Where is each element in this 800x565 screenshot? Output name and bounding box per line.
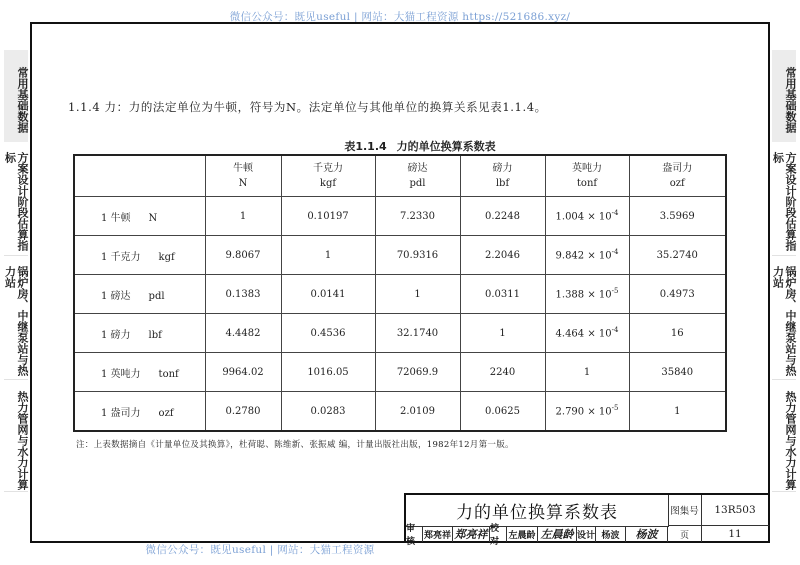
- table-caption: [0, 138, 800, 154]
- left-chapter-tabs: [4, 22, 28, 542]
- chapter-tab-boiler-station[interactable]: 锅炉房、中继泵站与热力站: [4, 258, 28, 380]
- row-label-cell: [74, 353, 205, 392]
- atlas-label: 图集号: [668, 495, 702, 526]
- row-label-cell: [74, 197, 205, 236]
- row-unit: lbf: [148, 329, 162, 341]
- table-row: [74, 392, 726, 432]
- table-cell: 1: [629, 392, 726, 432]
- table-cell: 9964.02: [205, 353, 281, 392]
- table-cell: 35840: [629, 353, 726, 392]
- atlas-number: 13R503: [702, 495, 770, 526]
- table-cell: 2.0109: [375, 392, 460, 432]
- row-label-cell: [74, 392, 205, 432]
- row-unit: N: [148, 212, 158, 224]
- table-cell: 0.4536: [281, 314, 375, 353]
- chapter-tab-boiler-station-right[interactable]: 锅炉房、中继泵站与热力站: [772, 258, 796, 380]
- review-name: 郑亮祥: [423, 526, 453, 542]
- table-row: [74, 353, 726, 392]
- table-cell: $2.790 \times 10^{-5}$: [545, 392, 629, 432]
- table-cell: $1.388 \times 10^{-5}$: [545, 275, 629, 314]
- review-label: 审核: [406, 526, 423, 542]
- chapter-tab-basic-data-right[interactable]: 常用基础数据: [772, 50, 796, 142]
- force-conversion-table: [73, 154, 727, 432]
- table-cell: 4.4482: [205, 314, 281, 353]
- row-label: 1 磅达: [101, 290, 131, 302]
- table-cell: 0.0311: [460, 275, 545, 314]
- watermark-bottom: 微信公众号：既见useful | 网站：大猫工程资源: [145, 544, 375, 556]
- row-label-cell: [74, 236, 205, 275]
- row-label: 1 磅力: [101, 329, 131, 341]
- header-cell: 英吨力 tonf: [545, 155, 629, 197]
- drawing-title: 力的单位换算系数表: [406, 495, 669, 527]
- table-cell: 0.1383: [205, 275, 281, 314]
- table-body: [74, 197, 726, 432]
- chapter-tab-scheme-estimate[interactable]: 方案设计阶段估算指标: [4, 144, 28, 256]
- table-row: [74, 236, 726, 275]
- design-signature: 杨波: [626, 526, 668, 542]
- row-label: 1 千克力: [101, 251, 141, 263]
- chapter-tab-pipe-network[interactable]: 热力管网与水力计算: [4, 382, 28, 492]
- table-number: 表1.1.4: [344, 140, 387, 153]
- table-cell: 0.0283: [281, 392, 375, 432]
- row-unit: kgf: [158, 251, 175, 263]
- header-cell: 盎司力 ozf: [629, 155, 726, 197]
- table-cell: 1: [205, 197, 281, 236]
- table-cell: 0.2248: [460, 197, 545, 236]
- table-row: [74, 197, 726, 236]
- table-cell: 1: [375, 275, 460, 314]
- review-signature: 郑亮祥: [453, 526, 490, 542]
- header-cell: 千克力 kgf: [281, 155, 375, 197]
- watermark-top: 微信公众号：既见useful | 网站：大猫工程资源 https://521686.xyz/: [229, 11, 571, 23]
- row-label: 1 盎司力: [101, 407, 141, 419]
- row-label: 1 牛顿: [101, 212, 131, 224]
- table-cell: 2240: [460, 353, 545, 392]
- chapter-tab-pipe-network-right[interactable]: 热力管网与水力计算: [772, 382, 796, 492]
- table-cell: 0.0625: [460, 392, 545, 432]
- table-cell: 70.9316: [375, 236, 460, 275]
- check-signature: 左晨龄: [538, 526, 577, 542]
- table-cell: 16: [629, 314, 726, 353]
- check-label: 校对: [490, 526, 507, 542]
- header-cell: 磅达 pdl: [375, 155, 460, 197]
- table-header-row: [74, 155, 726, 197]
- table-cell: 35.2740: [629, 236, 726, 275]
- row-label-cell: [74, 275, 205, 314]
- table-cell: 3.5969: [629, 197, 726, 236]
- right-chapter-tabs: [772, 22, 796, 542]
- page-number: 11: [702, 526, 770, 542]
- check-name: 左晨龄: [507, 526, 538, 542]
- chapter-tab-scheme-estimate-right[interactable]: 方案设计阶段估算指标: [772, 144, 796, 256]
- row-unit: tonf: [158, 368, 179, 380]
- row-unit: ozf: [158, 407, 174, 419]
- table-cell: 9.8067: [205, 236, 281, 275]
- table-row: [74, 314, 726, 353]
- table-cell: 72069.9: [375, 353, 460, 392]
- intro-paragraph: 1.1.4 力：力的法定单位为牛顿，符号为N。法定单位与其他单位的换算关系见表1.1.4。: [68, 100, 547, 114]
- table-cell: 0.4973: [629, 275, 726, 314]
- table-cell: $1.004 \times 10^{-4}$: [545, 197, 629, 236]
- header-cell: 磅力 lbf: [460, 155, 545, 197]
- table-cell: 1: [545, 353, 629, 392]
- table-footnote: 注：上表数据摘自《计量单位及其换算》，杜荷聪、陈维新、张振威 编，计量出版社出版，1982年12月第一版。: [76, 440, 514, 450]
- table-title: 力的单位换算系数表: [396, 140, 496, 153]
- chapter-tab-basic-data[interactable]: 常用基础数据: [4, 50, 28, 142]
- row-label-cell: [74, 314, 205, 353]
- table-cell: 0.10197: [281, 197, 375, 236]
- title-block: [404, 493, 768, 547]
- table-cell: $9.842 \times 10^{-4}$: [545, 236, 629, 275]
- header-corner-cell: [74, 155, 205, 197]
- table-cell: 0.2780: [205, 392, 281, 432]
- header-cell: 牛顿 N: [205, 155, 281, 197]
- design-name: 杨波: [596, 526, 626, 542]
- table-cell: 2.2046: [460, 236, 545, 275]
- table-cell: 1: [281, 236, 375, 275]
- table-cell: 1: [460, 314, 545, 353]
- design-label: 设计: [577, 526, 596, 542]
- row-unit: pdl: [148, 290, 165, 302]
- row-label: 1 英吨力: [101, 368, 141, 380]
- table-cell: 1016.05: [281, 353, 375, 392]
- page-label: 页: [668, 526, 702, 542]
- table-cell: 32.1740: [375, 314, 460, 353]
- table-cell: $4.464 \times 10^{-4}$: [545, 314, 629, 353]
- table-row: [74, 275, 726, 314]
- table-cell: 7.2330: [375, 197, 460, 236]
- table-cell: 0.0141: [281, 275, 375, 314]
